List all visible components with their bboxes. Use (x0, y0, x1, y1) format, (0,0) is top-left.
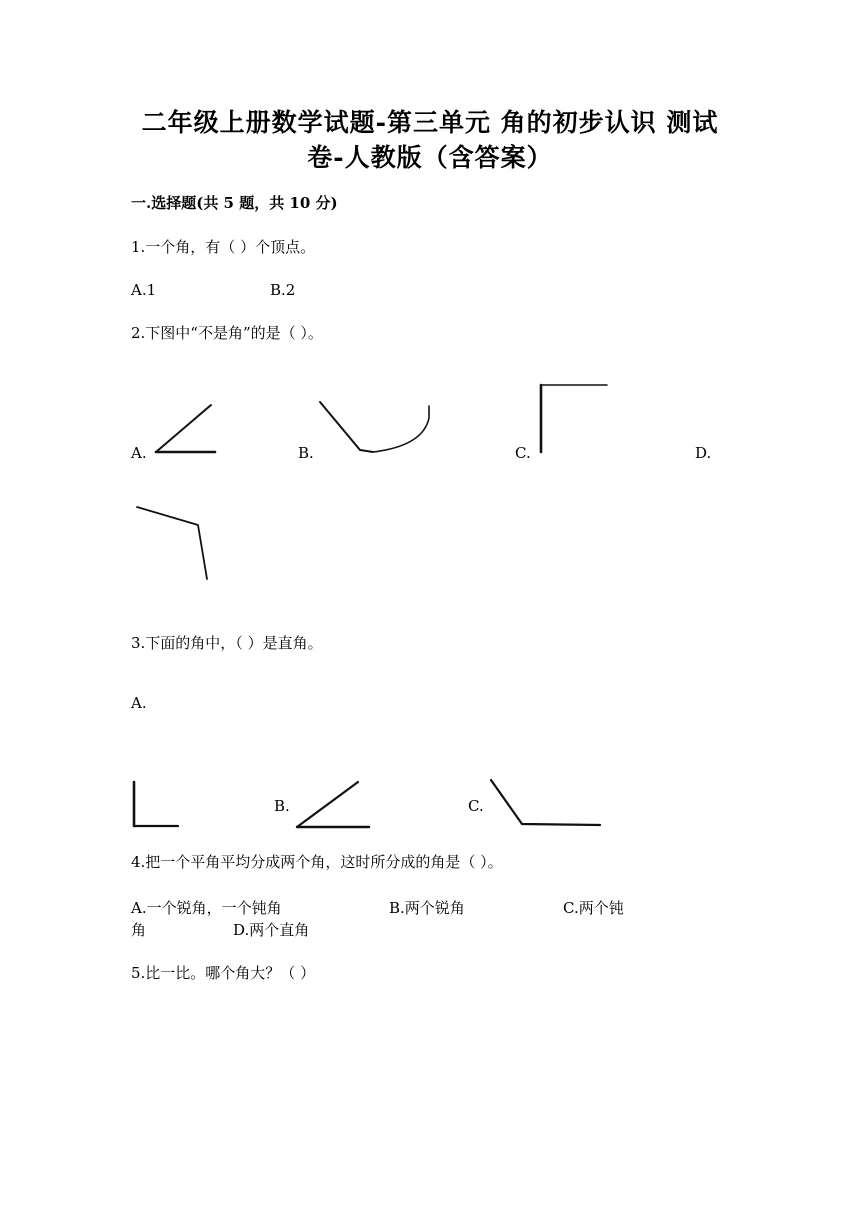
question-2-option-a: A. (131, 444, 147, 462)
question-4-option-c-wrap: 角 (131, 921, 147, 939)
question-2-option-d: D. (695, 444, 712, 462)
figure-d-angle (137, 507, 207, 579)
question-3-figure-a (128, 778, 183, 832)
section-heading: 一.选择题(共 5 题，共 10 分) (131, 194, 338, 212)
page-title-line-1: 二年级上册数学试题-第三单元 角的初步认识 测试 (141, 108, 719, 137)
question-2-figure-a (150, 400, 220, 458)
figure-3b-ray-1 (297, 782, 358, 827)
question-4-option-c: C.两个钝 (563, 899, 624, 917)
question-2-option-b: B. (298, 444, 314, 462)
question-1-option-a: A.1 (131, 281, 157, 299)
question-5-stem: 5.比一比。哪个角大？（ ） (131, 964, 316, 982)
question-2-figure-b (315, 398, 435, 456)
figure-3c-angle (491, 780, 600, 825)
question-4-option-b: B.两个锐角 (389, 899, 465, 917)
question-4-option-a: A.一个锐角，一个钝角 (131, 899, 282, 917)
question-3-option-a: A. (131, 694, 147, 712)
question-4-stem: 4.把一个平角平均分成两个角，这时所分成的角是（ ）。 (131, 853, 503, 871)
question-3-option-c: C. (468, 797, 484, 815)
page-title-line-2: 卷-人教版（含答案） (307, 143, 553, 172)
question-2-figure-c (535, 380, 613, 456)
question-2-stem: 2.下图中“不是角”的是（ ）。 (131, 324, 323, 342)
question-3-figure-b (292, 778, 374, 832)
figure-b-curve (373, 406, 429, 452)
question-2-option-c: C. (515, 444, 531, 462)
figure-b-segment (320, 402, 373, 452)
figure-a-ray-1 (156, 405, 211, 452)
question-1-option-b: B.2 (270, 281, 296, 299)
question-3-option-b: B. (274, 797, 290, 815)
question-2-figure-d (133, 503, 213, 583)
question-4-option-d: D.两个直角 (233, 921, 310, 939)
question-3-stem: 3.下面的角中，（ ）是直角。 (131, 634, 323, 652)
question-3-figure-c (485, 775, 605, 831)
question-1-stem: 1.一个角，有（ ）个顶点。 (131, 238, 316, 256)
